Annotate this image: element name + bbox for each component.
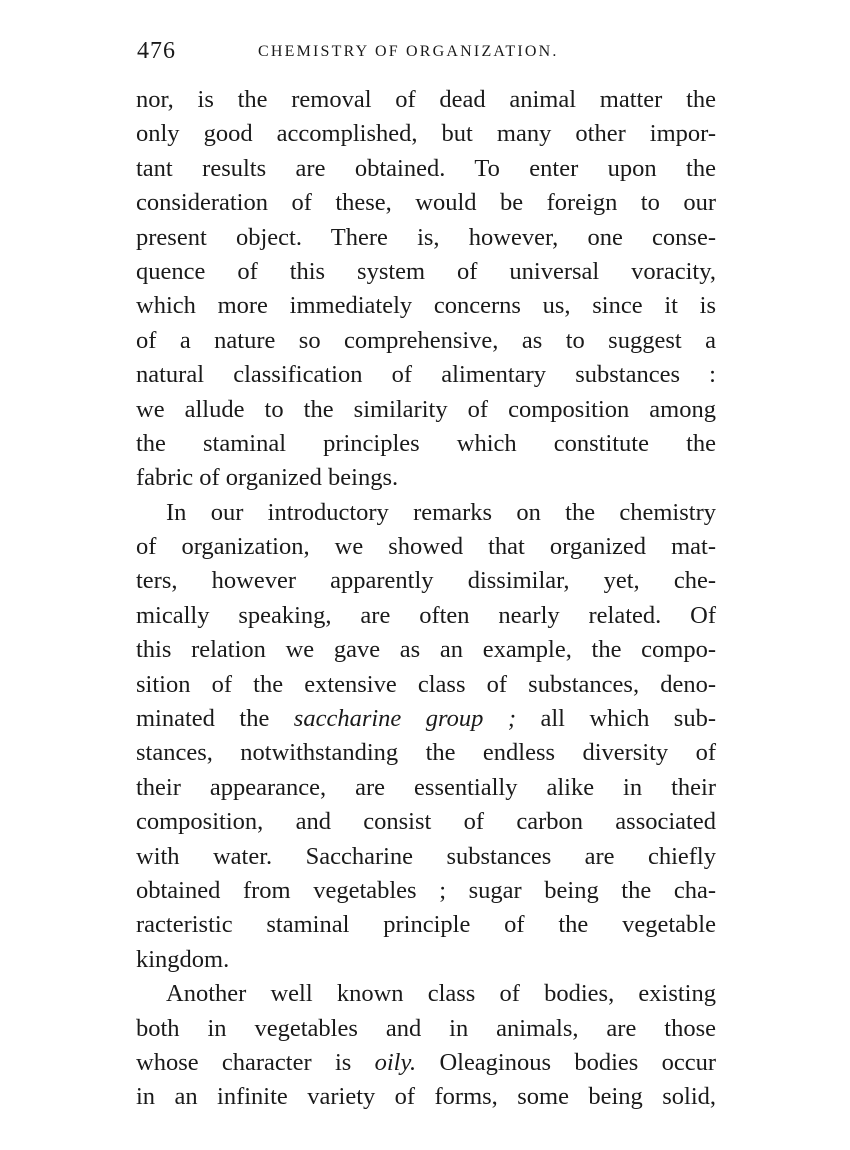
body-text bbox=[136, 83, 716, 1115]
text-line: In our introductory remarks on the chemistry bbox=[166, 498, 716, 526]
text-line bbox=[136, 1046, 716, 1080]
text-line: obtained from vegetables ; sugar being the cha- bbox=[136, 876, 716, 904]
text-line: in an infinite variety of forms, some being solid, bbox=[136, 1083, 716, 1111]
paragraph-3 bbox=[136, 977, 716, 1115]
text-line: only good accomplished, but many other impor- bbox=[136, 120, 716, 148]
page-number: 476 bbox=[137, 38, 176, 64]
paragraph-2 bbox=[136, 496, 716, 977]
text-run: whose character is bbox=[136, 1048, 352, 1076]
text-line: kingdom. bbox=[136, 945, 230, 973]
text-line: Another well known class of bodies, existing bbox=[166, 980, 716, 1008]
text-line: the staminal principles which constitute the bbox=[136, 429, 716, 457]
text-line: composition, and consist of carbon associated bbox=[136, 808, 716, 836]
text-line: racteristic staminal principle of the vegetable bbox=[136, 911, 716, 939]
text-line: natural classification of alimentary substances : bbox=[136, 361, 716, 389]
text-line: of organization, we showed that organized mat- bbox=[136, 533, 716, 561]
page-header bbox=[137, 38, 717, 68]
text-run: all which sub- bbox=[540, 705, 716, 733]
text-line: consideration of these, would be foreign to our bbox=[136, 189, 716, 217]
text-line: tant results are obtained. To enter upon the bbox=[136, 154, 716, 182]
italic-term-oily: oily. bbox=[374, 1048, 417, 1076]
text-line: which more immediately concerns us, since it is bbox=[136, 292, 716, 320]
text-line: with water. Saccharine substances are chiefly bbox=[136, 842, 716, 870]
text-line: nor, is the removal of dead animal matter the bbox=[136, 86, 716, 113]
text-line: mically speaking, are often nearly related. Of bbox=[136, 601, 716, 629]
italic-term-saccharine-group: saccharine group ; bbox=[293, 705, 517, 733]
text-line: stances, notwithstanding the endless diversity of bbox=[136, 739, 716, 767]
text-line: sition of the extensive class of substances, deno- bbox=[136, 670, 716, 698]
text-line: this relation we gave as an example, the compo- bbox=[136, 636, 716, 664]
text-line: present object. There is, however, one conse- bbox=[136, 223, 716, 251]
text-line: of a nature so comprehensive, as to suggest a bbox=[136, 326, 716, 354]
text-line: fabric of organized beings. bbox=[136, 464, 399, 492]
text-line bbox=[136, 702, 716, 736]
text-line: ters, however apparently dissimilar, yet, che- bbox=[136, 567, 716, 595]
paragraph-1 bbox=[136, 83, 716, 496]
text-run: minated the bbox=[136, 705, 270, 733]
text-run: Oleaginous bodies occur bbox=[439, 1048, 717, 1076]
text-line: we allude to the similarity of composition among bbox=[136, 395, 716, 423]
text-line: both in vegetables and in animals, are those bbox=[136, 1014, 716, 1042]
text-line: quence of this system of universal voracity, bbox=[136, 257, 716, 285]
text-line: their appearance, are essentially alike in their bbox=[136, 773, 716, 801]
running-head: CHEMISTRY OF ORGANIZATION. bbox=[258, 43, 559, 60]
